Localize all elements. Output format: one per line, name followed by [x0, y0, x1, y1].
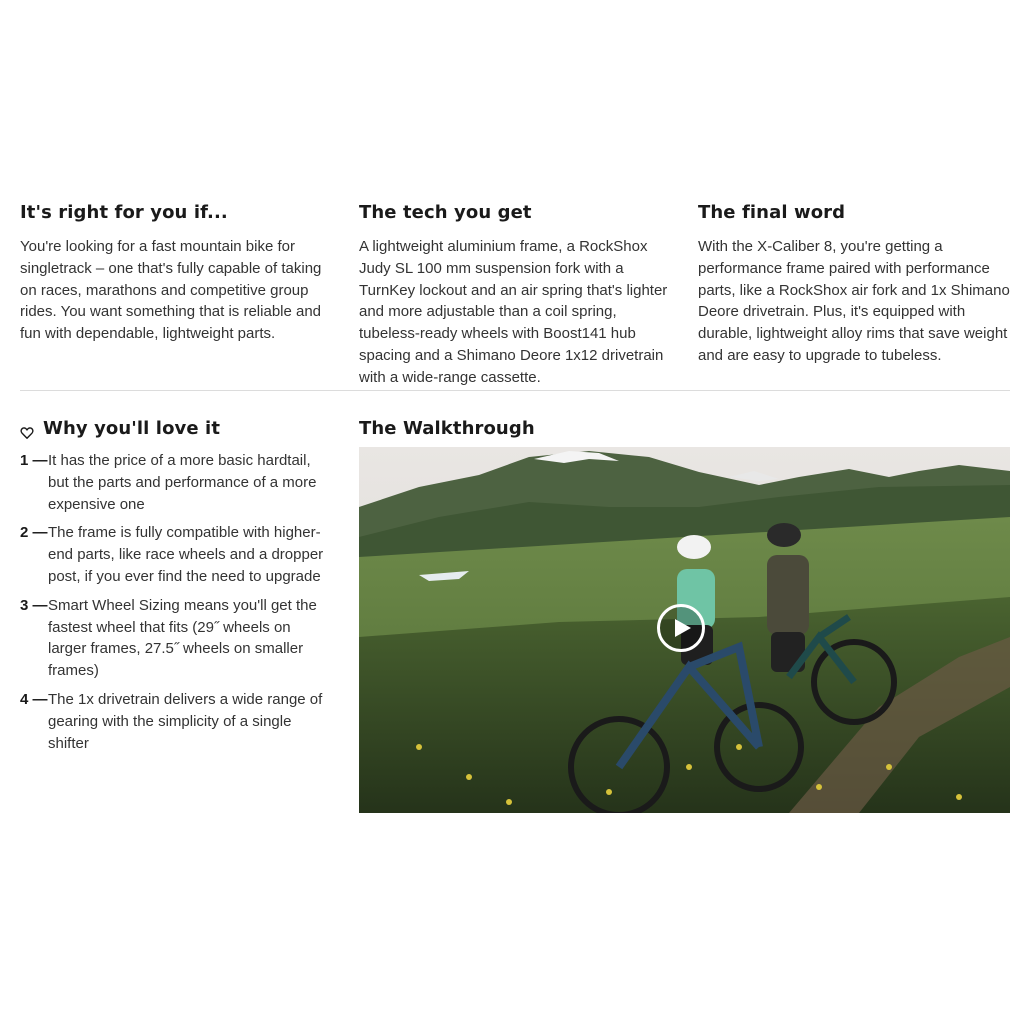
section-body: You're looking for a fast mountain bike for singletrack – one that's fully capable of taking on races, marathons and competitive group rides. You want something that is reliable and fun with dependable, lightweight parts. — [20, 238, 322, 343]
item-text: It has the price of a more basic hardtail, but the parts and performance of a more expensive one — [48, 452, 317, 513]
section-divider — [20, 390, 1010, 391]
section-tech — [359, 200, 677, 389]
item-number: 4 — — [20, 690, 48, 708]
love-list — [20, 450, 332, 754]
item-text: The 1x drivetrain delivers a wide range of gearing with the simplicity of a single shifter — [48, 690, 323, 752]
play-icon — [674, 618, 692, 638]
walkthrough-video[interactable] — [359, 447, 1010, 813]
why-love-title — [20, 416, 332, 442]
section-right-for-you — [20, 200, 330, 345]
list-item — [20, 689, 332, 754]
item-number: 2 — — [20, 524, 48, 542]
heart-icon — [20, 422, 34, 436]
item-text: The frame is fully compatible with higher-end parts, like race wheels and a dropper post, if you ever find the need to upgrade — [48, 524, 324, 585]
item-number: 3 — — [20, 596, 48, 614]
section-final-word — [698, 200, 1010, 367]
walkthrough-title: The Walkthrough — [359, 418, 535, 439]
play-button[interactable] — [657, 604, 705, 652]
section-body: With the X-Caliber 8, you're getting a performance frame paired with performance parts, like a RockShox air fork and 1x Shimano Deore drivetrain. Plus, it's equipped with durable, lightweight alloy rims that save weight and are easy to upgrade to tubeless. — [698, 238, 1010, 364]
why-love-section — [20, 416, 332, 761]
item-text: Smart Wheel Sizing means you'll get the fastest wheel that fits (29˝ wheels on larger frames, 27.5˝ wheels on smaller frames) — [48, 596, 317, 680]
section-title: It's right for you if... — [20, 202, 228, 223]
overview-columns — [20, 200, 1010, 386]
section-title: The tech you get — [359, 202, 532, 223]
why-love-title-text: Why you'll love it — [43, 418, 221, 439]
list-item — [20, 522, 332, 587]
section-title: The final word — [698, 202, 846, 223]
item-number: 1 — — [20, 452, 48, 469]
list-item — [20, 450, 332, 515]
list-item — [20, 595, 332, 682]
section-body: A lightweight aluminium frame, a RockShox Judy SL 100 mm suspension fork with a TurnKey lockout and an air spring that's lighter and more adjustable than a coil spring, tubeless-ready wheels with Boost141 hub spacing and a Shimano Deore 1x12 drivetrain with a wide-range cassette. — [359, 238, 668, 386]
